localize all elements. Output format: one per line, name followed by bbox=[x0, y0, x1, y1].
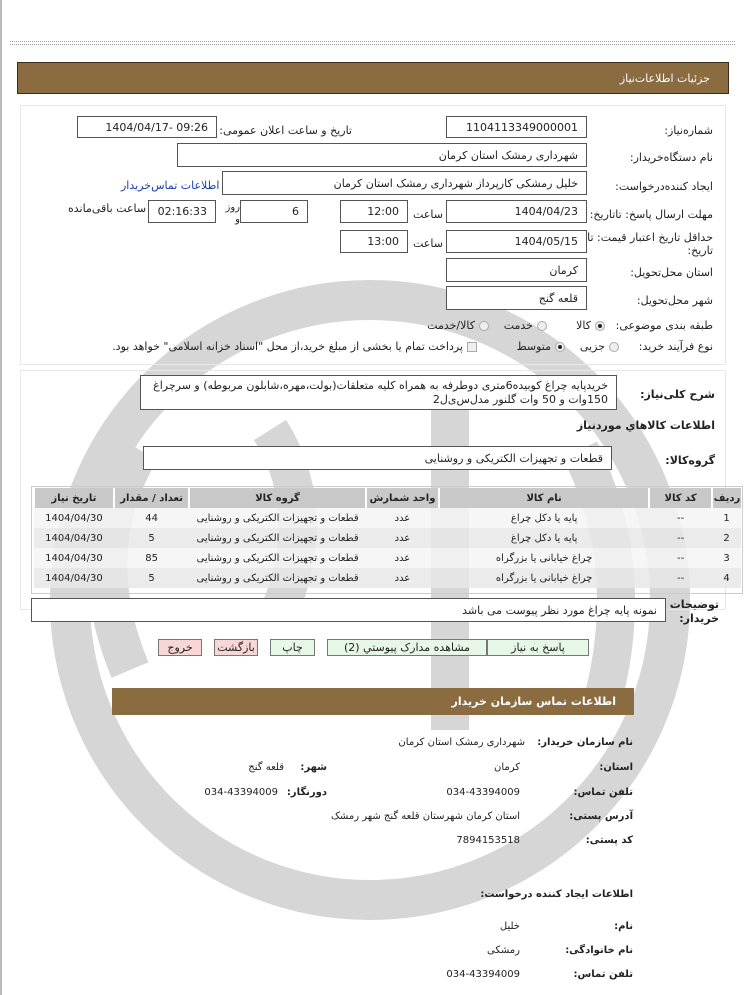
phone-label: تلفن تماس: bbox=[573, 787, 633, 798]
province-value: کرمان bbox=[493, 762, 520, 773]
cell-item-group: قطعات و تجهیزات الکتریکی و روشنایی bbox=[189, 528, 365, 548]
delivery-city-label: شهر محل‌تحویل: bbox=[636, 294, 713, 307]
time-remaining-field: 02:16:33 bbox=[148, 200, 216, 223]
category-option-goods-service[interactable]: کالا/خدمت bbox=[427, 319, 489, 332]
first-name-label: نام: bbox=[614, 921, 633, 932]
radio-icon[interactable] bbox=[609, 342, 619, 352]
price-validity-label: حداقل تاریخ اعتبار قیمت: تا تاریخ: bbox=[587, 231, 713, 257]
col-need-date: تاریخ نیاز bbox=[34, 488, 114, 508]
need-number-label: شماره‌نیاز: bbox=[664, 124, 713, 137]
fax-label: دورنگار: bbox=[286, 787, 327, 798]
cell-item-code: -- bbox=[649, 528, 712, 548]
col-quantity: تعداد / مقدار bbox=[114, 488, 190, 508]
cell-need-date: 1404/04/30 bbox=[34, 568, 114, 588]
items-table bbox=[33, 488, 741, 588]
cell-unit: عدد bbox=[366, 508, 439, 528]
postal-code-value: 7894153518 bbox=[456, 835, 520, 846]
first-name-value: خلیل bbox=[499, 921, 520, 932]
requester-phone-label: تلفن تماس: bbox=[573, 969, 633, 980]
page-title: جزئیات اطلاعات‌نیاز bbox=[619, 71, 710, 85]
cell-need-date: 1404/04/30 bbox=[34, 528, 114, 548]
description-field: خریدپایه چراغ کوبیده6متری دوطرفه به همراه کلیه متعلقات(بولت،مهره،شابلون مربوطه) و سرچراغ 150وات و 50 وات گلنور مدل‌س‌ی‌ل2 bbox=[140, 375, 617, 410]
radio-icon[interactable] bbox=[537, 321, 547, 331]
org-name-value: شهرداری رمشک استان کرمان bbox=[398, 737, 525, 748]
price-validity-time-label: ساعت bbox=[413, 237, 443, 250]
col-row-number: ردیف bbox=[712, 488, 741, 508]
col-item-group: گروه کالا bbox=[189, 488, 365, 508]
treasury-checkbox[interactable]: پرداخت تمام یا بخشی از مبلغ خرید،از محل "اسناد خزانه اسلامی" خواهد بود. bbox=[112, 340, 477, 353]
table-row bbox=[34, 568, 741, 588]
province-label: استان: bbox=[599, 762, 633, 773]
col-item-name: نام کالا bbox=[439, 488, 649, 508]
process-option-minor[interactable]: جزیی bbox=[580, 340, 619, 353]
price-validity-time-field: 13:00 bbox=[340, 230, 408, 253]
deadline-time-field: 12:00 bbox=[340, 200, 408, 223]
cell-unit: عدد bbox=[366, 548, 439, 568]
cell-item-group: قطعات و تجهیزات الکتریکی و روشنایی bbox=[189, 508, 365, 528]
goods-info-title: اطلاعات کالاهاي موردنیاز bbox=[576, 419, 715, 432]
address-label: آدرس پستی: bbox=[569, 811, 633, 822]
goods-group-field: قطعات و تجهیزات الکتریکی و روشنایی bbox=[143, 446, 612, 470]
cell-item-code: -- bbox=[649, 568, 712, 588]
cell-item-name: چراغ خیابانی یا بزرگراه bbox=[439, 548, 649, 568]
requester-phone-value: 034-43394009 bbox=[446, 969, 520, 980]
description-label: شرح کلی‌نیاز: bbox=[640, 388, 715, 401]
city-label: شهر: bbox=[300, 762, 327, 773]
org-name-label: نام سازمان خریدار: bbox=[537, 737, 633, 748]
table-header-row bbox=[34, 488, 741, 508]
cell-need-date: 1404/04/30 bbox=[34, 548, 114, 568]
postal-code-label: کد پستی: bbox=[585, 835, 633, 846]
announce-datetime-label: تاریخ و ساعت اعلان عمومی: bbox=[219, 124, 352, 137]
purchase-process-label: نوع فرآیند خرید: bbox=[638, 340, 713, 353]
cell-item-code: -- bbox=[649, 508, 712, 528]
deadline-label: مهلت ارسال پاسخ: تاتاریخ: bbox=[589, 208, 713, 221]
cell-item-code: -- bbox=[649, 548, 712, 568]
goods-group-label: گروه‌کالا: bbox=[665, 454, 715, 467]
cell-quantity: 5 bbox=[114, 568, 190, 588]
days-remaining-field: 6 bbox=[240, 200, 308, 223]
days-label: روز و bbox=[225, 202, 240, 225]
table-row bbox=[34, 508, 741, 528]
radio-selected-icon[interactable] bbox=[555, 342, 565, 352]
deadline-date-field: 1404/04/23 bbox=[446, 200, 587, 223]
delivery-city-field: قلعه گنج bbox=[446, 286, 587, 310]
cell-item-name: پایه یا دکل چراغ bbox=[439, 508, 649, 528]
radio-selected-icon[interactable] bbox=[595, 321, 605, 331]
cell-row-number: 4 bbox=[712, 568, 741, 588]
cell-need-date: 1404/04/30 bbox=[34, 508, 114, 528]
price-validity-date-field: 1404/05/15 bbox=[446, 230, 587, 253]
fax-value: 034-43394009 bbox=[204, 787, 278, 798]
cell-quantity: 85 bbox=[114, 548, 190, 568]
delivery-province-field: کرمان bbox=[446, 258, 587, 282]
city-value: قلعه گنج bbox=[248, 762, 284, 773]
category-label: طبقه بندی موضوعی: bbox=[615, 319, 713, 332]
divider-dotted bbox=[10, 41, 735, 42]
divider-dotted bbox=[10, 44, 735, 45]
cell-unit: عدد bbox=[366, 568, 439, 588]
cell-row-number: 2 bbox=[712, 528, 741, 548]
cell-row-number: 3 bbox=[712, 548, 741, 568]
buyer-org-label: نام دستگاه‌خریدار: bbox=[629, 151, 713, 164]
process-option-medium[interactable]: متوسط bbox=[516, 340, 565, 353]
col-unit: واحد شمارش bbox=[366, 488, 439, 508]
phone-value: 034-43394009 bbox=[446, 787, 520, 798]
exit-button[interactable]: خروج bbox=[158, 639, 202, 656]
buyer-notes-field: نمونه پایه چراغ مورد نظر پیوست می باشد bbox=[31, 598, 666, 622]
deadline-time-label: ساعت bbox=[413, 208, 443, 221]
category-option-service[interactable]: خدمت bbox=[504, 319, 547, 332]
cell-item-name: چراغ خیابانی یا بزرگراه bbox=[439, 568, 649, 588]
page-header bbox=[17, 62, 729, 94]
requester-label: ایجاد کننده‌درخواست: bbox=[615, 180, 713, 193]
address-value: استان کرمان شهرستان قلعه گنج شهر رمشک bbox=[330, 811, 520, 822]
need-number-field: 1104113349000001 bbox=[446, 116, 587, 138]
checkbox-icon[interactable] bbox=[467, 342, 477, 352]
requester-field: خلیل رمشکی کارپرداز شهرداری رمشک استان کرمان bbox=[222, 171, 587, 195]
cell-quantity: 5 bbox=[114, 528, 190, 548]
cell-unit: عدد bbox=[366, 528, 439, 548]
contact-title: اطلاعات تماس سازمان خریدار bbox=[451, 695, 616, 708]
requester-info-title: اطلاعات ایجاد کننده درخواست: bbox=[480, 889, 633, 900]
delivery-province-label: استان محل‌تحویل: bbox=[630, 266, 713, 279]
back-button[interactable]: بازگشت bbox=[214, 639, 258, 656]
print-button[interactable]: چاپ bbox=[270, 639, 315, 656]
table-row bbox=[34, 528, 741, 548]
last-name-label: نام خانوادگی: bbox=[565, 945, 633, 956]
table-row bbox=[34, 548, 741, 568]
col-item-code: کد کالا bbox=[649, 488, 712, 508]
category-option-goods[interactable]: کالا bbox=[576, 319, 605, 332]
buyer-notes-label: توضیحات خریدار: bbox=[669, 598, 719, 625]
last-name-value: رمشکی bbox=[487, 945, 520, 956]
cell-item-group: قطعات و تجهیزات الکتریکی و روشنایی bbox=[189, 568, 365, 588]
buyer-contact-link[interactable]: اطلاعات تماس‌خریدار bbox=[121, 179, 220, 192]
attachments-button[interactable]: مشاهده مدارک پیوستي (2) bbox=[327, 639, 487, 656]
contact-header bbox=[112, 688, 634, 715]
cell-item-name: پایه یا دکل چراغ bbox=[439, 528, 649, 548]
time-remaining-label: ساعت باقی‌مانده bbox=[68, 202, 147, 215]
radio-icon[interactable] bbox=[479, 321, 489, 331]
cell-row-number: 1 bbox=[712, 508, 741, 528]
cell-quantity: 44 bbox=[114, 508, 190, 528]
announce-datetime-field: 1404/04/17- 09:26 bbox=[77, 116, 217, 138]
cell-item-group: قطعات و تجهیزات الکتریکی و روشنایی bbox=[189, 548, 365, 568]
window-edge bbox=[0, 0, 2, 995]
respond-button[interactable]: پاسخ به نیاز bbox=[487, 639, 589, 656]
buyer-org-field: شهرداری رمشک استان کرمان bbox=[177, 143, 587, 167]
